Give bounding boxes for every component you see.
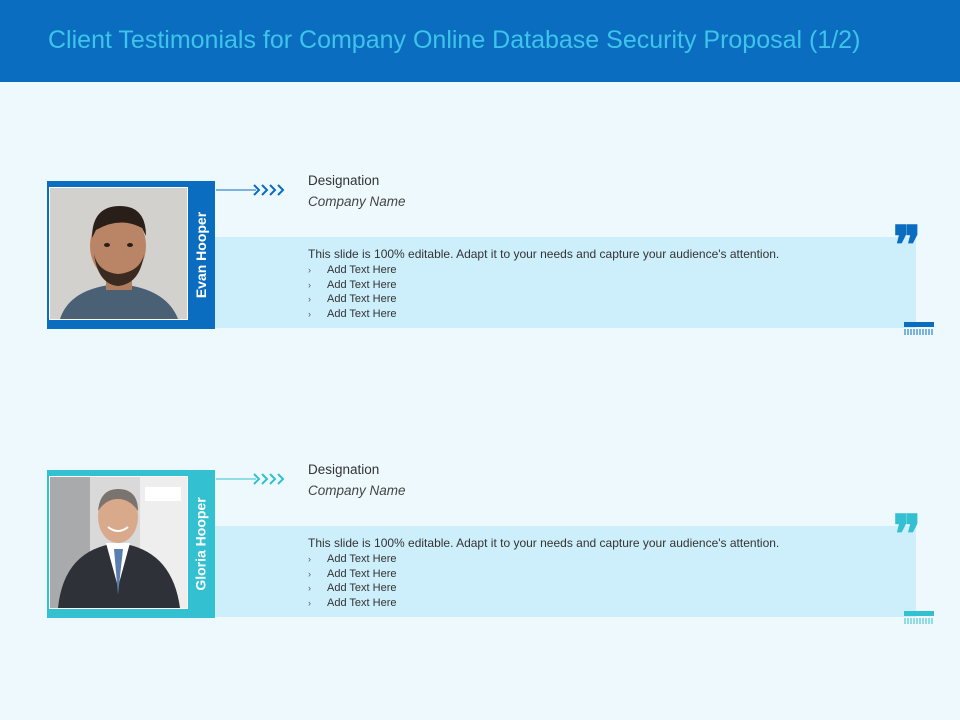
company-name: Company Name [308,483,406,498]
chevron-arrows-icon [216,470,296,490]
chevron-right-icon: › [308,294,311,304]
chevron-right-icon: › [308,279,311,290]
list-item: › Add Text Here [308,293,397,305]
testimonial-card [0,173,960,351]
chevron-right-icon: › [308,265,311,275]
chevron-right-icon: › [308,568,311,579]
list-item: › Add Text Here [308,582,397,594]
chevron-right-icon: › [308,583,311,593]
page-title: Client Testimonials for Company Online Database Security Proposal (1/2) [48,26,861,54]
designation-label: Designation [308,462,380,477]
quote-icon: ❞ [893,507,921,564]
person-name: Gloria Hooper [193,497,210,591]
list-item: › Add Text Here [308,307,397,320]
company-name: Company Name [308,194,406,209]
quote-icon: ❞ [893,218,921,275]
chevron-right-icon: › [308,308,311,319]
list-item: › Add Text Here [308,278,397,291]
list-item: › Add Text Here [308,553,397,565]
name-label-vertical [187,181,215,329]
photo-frame [47,470,215,618]
person-photo-icon [49,187,188,320]
chevron-right-icon: › [308,554,311,564]
chevron-right-icon: › [308,597,311,608]
bullet-list [308,552,397,610]
header-bar [0,0,960,82]
person-photo-icon [49,476,188,609]
designation-label: Designation [308,173,380,188]
name-label-vertical [187,470,215,618]
chevron-arrows-icon [216,181,296,201]
testimonial-card [0,462,960,640]
list-item: › Add Text Here [308,596,397,609]
photo-frame [47,181,215,329]
ruler-deco-icon [904,611,934,625]
testimonial-text: This slide is 100% editable. Adapt it to your needs and capture your audience's attention. [308,536,780,550]
bullet-list [308,263,397,321]
ruler-deco-icon [904,322,934,336]
list-item: › Add Text Here [308,264,397,276]
list-item: › Add Text Here [308,567,397,580]
testimonial-text: This slide is 100% editable. Adapt it to your needs and capture your audience's attention. [308,247,780,261]
person-name: Evan Hooper [193,211,210,299]
